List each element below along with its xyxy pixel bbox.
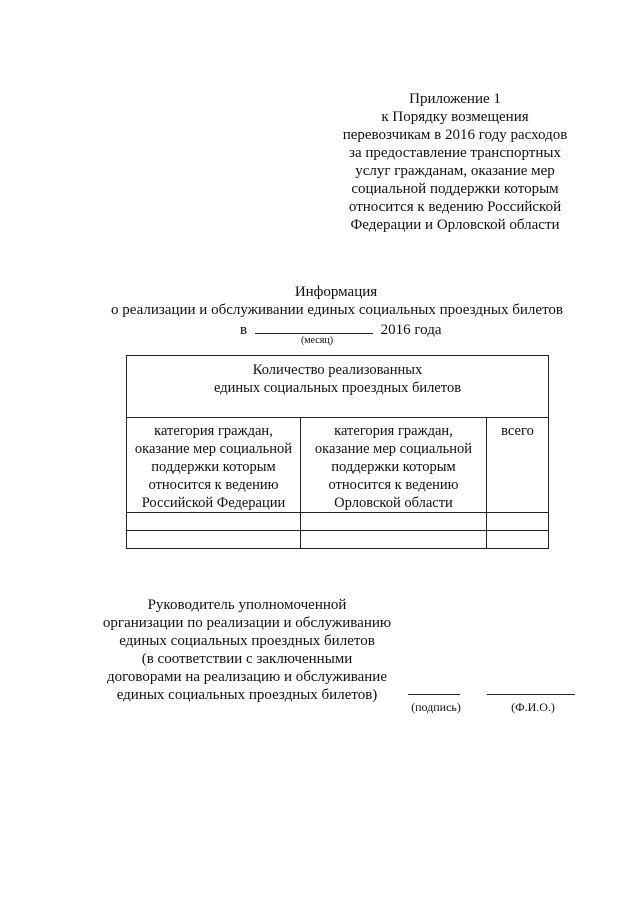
column-regional-category: [301, 418, 487, 513]
signature-line: организации по реализации и обслуживанию: [102, 615, 392, 631]
column-text-line: категория граждан,: [334, 423, 453, 439]
period-suffix: 2016 года: [380, 322, 442, 338]
table-cell: [487, 531, 549, 549]
signature-underline: [408, 694, 460, 695]
signature-line: Руководитель уполномоченной: [147, 597, 347, 613]
signature-line: договорами на реализацию и обслуживание: [107, 669, 387, 685]
table-row: [127, 531, 549, 549]
table-header-line: единых социальных проездных билетов: [213, 380, 462, 396]
column-text-line: оказание мер социальной: [134, 441, 293, 457]
month-hint: (месяц): [300, 335, 334, 346]
column-text-line: всего: [501, 423, 534, 439]
column-text-line: поддержки которым: [331, 459, 456, 475]
signature-line: единых социальных проездных билетов): [116, 687, 378, 703]
tickets-table: [126, 355, 549, 549]
appendix-line: перевозчикам в 2016 году расходов: [342, 127, 568, 143]
column-text-line: относится к ведению: [328, 477, 459, 493]
signature-label: (подпись): [411, 700, 461, 714]
table-header: [127, 356, 549, 418]
name-underline: [487, 694, 575, 695]
column-text-line: относится к ведению: [148, 477, 279, 493]
signature-line: (в соответствии с заключенными: [141, 651, 353, 667]
month-blank: [255, 319, 373, 334]
appendix-line: социальной поддержки которым: [351, 181, 559, 197]
table-cell: [127, 513, 301, 531]
table-cell: [127, 531, 301, 549]
name-label: (Ф.И.О.): [511, 700, 555, 714]
appendix-line: за предоставление транспортных: [349, 145, 561, 161]
column-text-line: поддержки которым: [151, 459, 276, 475]
appendix-line: к Порядку возмещения: [381, 109, 529, 125]
column-text-line: категория граждан,: [154, 423, 273, 439]
table-header-line: Количество реализованных: [252, 362, 423, 378]
column-text-line: Российской Федерации: [141, 495, 286, 511]
signature-line: единых социальных проездных билетов: [119, 633, 375, 649]
period-prefix: в: [240, 322, 248, 338]
table-cell: [301, 531, 487, 549]
column-text-line: оказание мер социальной: [314, 441, 473, 457]
document-subtitle: о реализации и обслуживании единых социальных проездных билетов: [110, 302, 564, 318]
column-federal-category: [127, 418, 301, 513]
column-text-line: Орловской области: [334, 495, 453, 511]
document-title: Информация: [294, 284, 378, 300]
appendix-line: относится к ведению Российской: [348, 199, 562, 215]
table-cell: [487, 513, 549, 531]
table-row: [127, 513, 549, 531]
table-cell: [301, 513, 487, 531]
column-total: [487, 418, 549, 513]
appendix-line: услуг гражданам, оказание мер: [355, 163, 555, 179]
period-line: [240, 319, 441, 340]
appendix-line: Федерации и Орловской области: [350, 217, 560, 233]
appendix-line: Приложение 1: [409, 91, 501, 107]
